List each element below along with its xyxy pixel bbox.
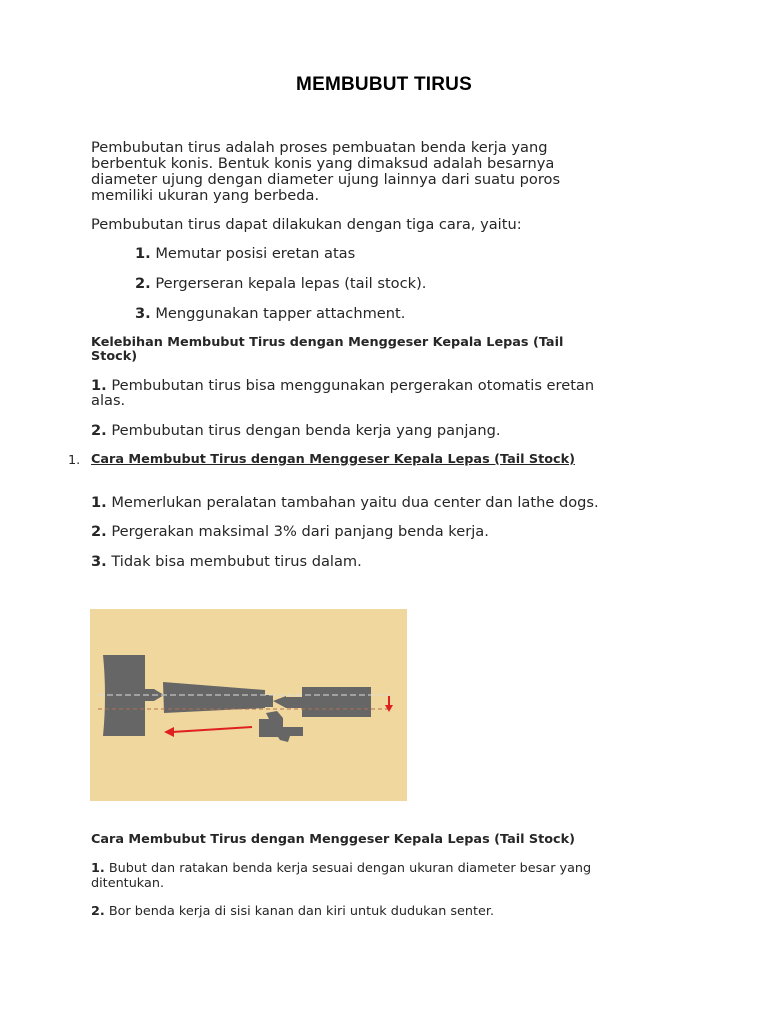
list-text: Menggunakan tapper attachment. [155, 305, 406, 322]
lathe-illustration [90, 609, 407, 801]
list-text: Tidak bisa membubut tirus dalam. [111, 553, 362, 570]
list-number: 1. [91, 861, 105, 876]
heading-line: Stock) [91, 349, 138, 364]
list-text: Pergerseran kepala lepas (tail stock). [155, 275, 427, 292]
list-text: Bor benda kerja di sisi kanan dan kiri untuk dudukan senter. [108, 904, 495, 919]
heading-line: Kelebihan Membubut Tirus dengan Menggeser Kepala Lepas (Tail [91, 335, 564, 350]
list-item [91, 495, 691, 511]
list-item [91, 524, 691, 540]
intro-line: diameter ujung dengan diameter ujung lainnya dari suatu poros [91, 171, 561, 188]
list-text: Memerlukan peralatan tambahan yaitu dua center dan lathe dogs. [111, 494, 599, 511]
intro-line: memiliki ukuran yang berbeda. [91, 187, 320, 204]
list-item [91, 554, 691, 570]
list-number: 1. [135, 245, 151, 262]
list-item [135, 246, 355, 262]
list-number: 2. [135, 275, 151, 292]
intro-line: Pembubutan tirus adalah proses pembuatan benda kerja yang [91, 139, 548, 156]
list-number: 3. [91, 553, 107, 570]
outline-number: 1. [68, 453, 81, 468]
list-text: Pembubutan tirus bisa menggunakan pergerakan otomatis eretan [111, 377, 595, 394]
lathe-diagram [90, 609, 407, 801]
list-text: Bubut dan ratakan benda kerja sesuai dengan ukuran diameter besar yang [108, 861, 592, 876]
tailstock-quill [286, 697, 304, 708]
list-item [91, 423, 691, 439]
list-number: 3. [135, 305, 151, 322]
ways-intro: Pembubutan tirus dapat dilakukan dengan tiga cara, yaitu: [91, 216, 522, 233]
list-item-continuation: ditentukan. [91, 876, 165, 891]
list-item [135, 276, 426, 292]
list-text: Pembubutan tirus dengan benda kerja yang panjang. [111, 422, 501, 439]
outline-text: Cara Membubut Tirus dengan Menggeser Kepala Lepas (Tail Stock) [91, 452, 576, 467]
list-number: 1. [91, 377, 107, 394]
list-number: 2. [91, 523, 107, 540]
list-number: 2. [91, 422, 107, 439]
list-item-continuation: alas. [91, 392, 126, 409]
list-item [135, 306, 405, 322]
list-number: 1. [91, 494, 107, 511]
list-text: Pergerakan maksimal 3% dari panjang benda kerja. [111, 523, 489, 540]
workpiece-end [265, 695, 273, 707]
list-item [91, 861, 691, 876]
list-text: Memutar posisi eretan atas [155, 245, 356, 262]
intro-line: berbentuk konis. Bentuk konis yang dimaksud adalah besarnya [91, 155, 555, 172]
tailstock-body [302, 687, 371, 717]
list-number: 2. [91, 904, 105, 919]
page-title: MEMBUBUT TIRUS [296, 74, 472, 95]
steps-heading: Cara Membubut Tirus dengan Menggeser Kepala Lepas (Tail Stock) [91, 832, 576, 847]
list-item [91, 378, 691, 394]
list-item [91, 904, 691, 919]
